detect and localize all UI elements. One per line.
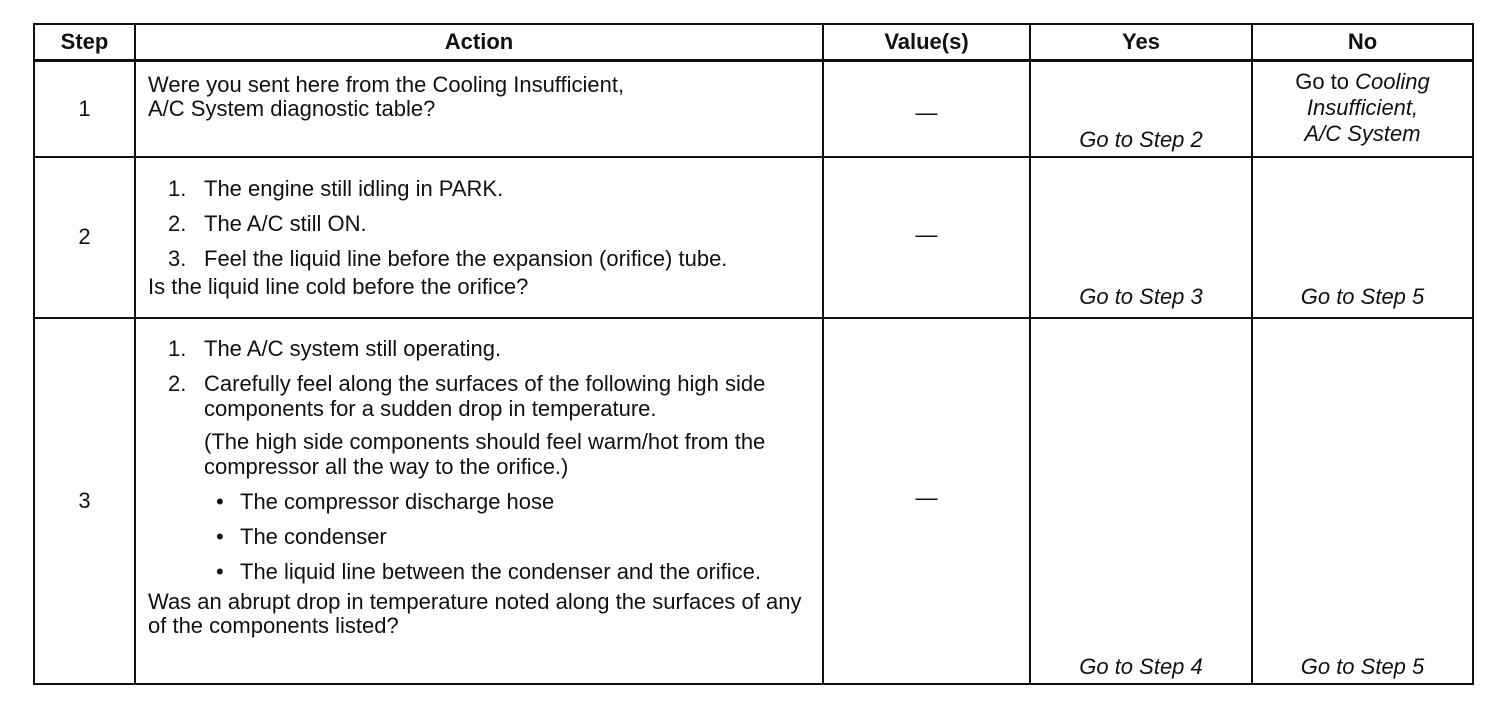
value-cell xyxy=(823,157,1030,318)
item-text: Feel the liquid line before the expansion (orifice) tube. xyxy=(204,245,728,271)
bullet-item xyxy=(216,489,814,514)
table-row xyxy=(34,318,1473,684)
table-row xyxy=(34,61,1473,157)
item-number: 2. xyxy=(168,210,187,236)
value-dash: — xyxy=(915,100,938,125)
item-text: The A/C system still operating. xyxy=(204,335,502,361)
table-row xyxy=(34,157,1473,318)
yes-result: Go to Step 2 xyxy=(1079,126,1203,152)
yes-cell xyxy=(1030,61,1252,157)
item-number: 2. xyxy=(168,370,187,396)
no-result: Go to Step 5 xyxy=(1300,653,1425,679)
no-cell xyxy=(1252,318,1473,684)
bullet-text: The condenser xyxy=(240,523,387,549)
action-cell xyxy=(135,157,823,318)
no-result xyxy=(1253,69,1472,147)
no-result: Go to Step 5 xyxy=(1300,283,1425,309)
item-text: The A/C still ON. xyxy=(204,210,367,236)
action-cell xyxy=(135,61,823,157)
step-number: 2 xyxy=(34,157,135,318)
yes-cell xyxy=(1030,318,1252,684)
value-cell xyxy=(823,318,1030,684)
numbered-item xyxy=(168,336,814,361)
action-cell xyxy=(135,318,823,684)
value-cell xyxy=(823,61,1030,157)
bullet-icon: • xyxy=(216,488,224,514)
no-cell xyxy=(1252,61,1473,157)
bullet-item xyxy=(216,524,814,549)
step-number: 1 xyxy=(34,61,135,157)
bullet-item xyxy=(216,559,814,584)
numbered-item xyxy=(168,176,814,201)
bullet-icon: • xyxy=(216,558,224,584)
value-dash: — xyxy=(915,221,938,247)
bullet-icon: • xyxy=(216,523,224,549)
bullet-text: The liquid line between the condenser and the orifice. xyxy=(240,558,762,584)
action-text: A/C System diagnostic table? xyxy=(148,96,436,121)
item-number: 3. xyxy=(168,245,187,271)
value-dash: — xyxy=(915,484,938,510)
header-values: Value(s) xyxy=(823,24,1030,61)
item-number: 1. xyxy=(168,335,187,361)
no-result-target: A/C System xyxy=(1304,121,1421,146)
header-action: Action xyxy=(135,24,823,61)
step-number: 3 xyxy=(34,318,135,684)
yes-result: Go to Step 3 xyxy=(1079,283,1203,309)
header-step: Step xyxy=(34,24,135,61)
yes-cell xyxy=(1030,157,1252,318)
numbered-item xyxy=(168,246,814,271)
action-text: Were you sent here from the Cooling Insufficient, xyxy=(148,72,625,97)
item-text: Carefully feel along the surfaces of the following high side components for a sudden drop in temperature. xyxy=(204,370,766,421)
no-result-prefix: Go to xyxy=(1295,69,1350,94)
header-no: No xyxy=(1252,24,1473,61)
no-result-target: Insufficient, xyxy=(1306,95,1419,120)
item-number: 1. xyxy=(168,175,187,201)
yes-result: Go to Step 4 xyxy=(1079,653,1203,679)
header-row xyxy=(34,24,1473,61)
action-question: Was an abrupt drop in temperature noted along the surfaces of any of the components listed? xyxy=(148,588,802,638)
numbered-item xyxy=(168,211,814,236)
numbered-item xyxy=(168,371,814,421)
diagnostic-table xyxy=(33,23,1474,685)
no-cell xyxy=(1252,157,1473,318)
bullet-text: The compressor discharge hose xyxy=(240,488,555,514)
no-result-target: Cooling xyxy=(1355,69,1430,94)
item-text: The engine still idling in PARK. xyxy=(204,175,504,201)
action-note: (The high side components should feel warm/hot from the compressor all the way to the orifice.) xyxy=(204,428,766,479)
header-yes: Yes xyxy=(1030,24,1252,61)
action-question: Is the liquid line cold before the orifice? xyxy=(148,273,529,299)
